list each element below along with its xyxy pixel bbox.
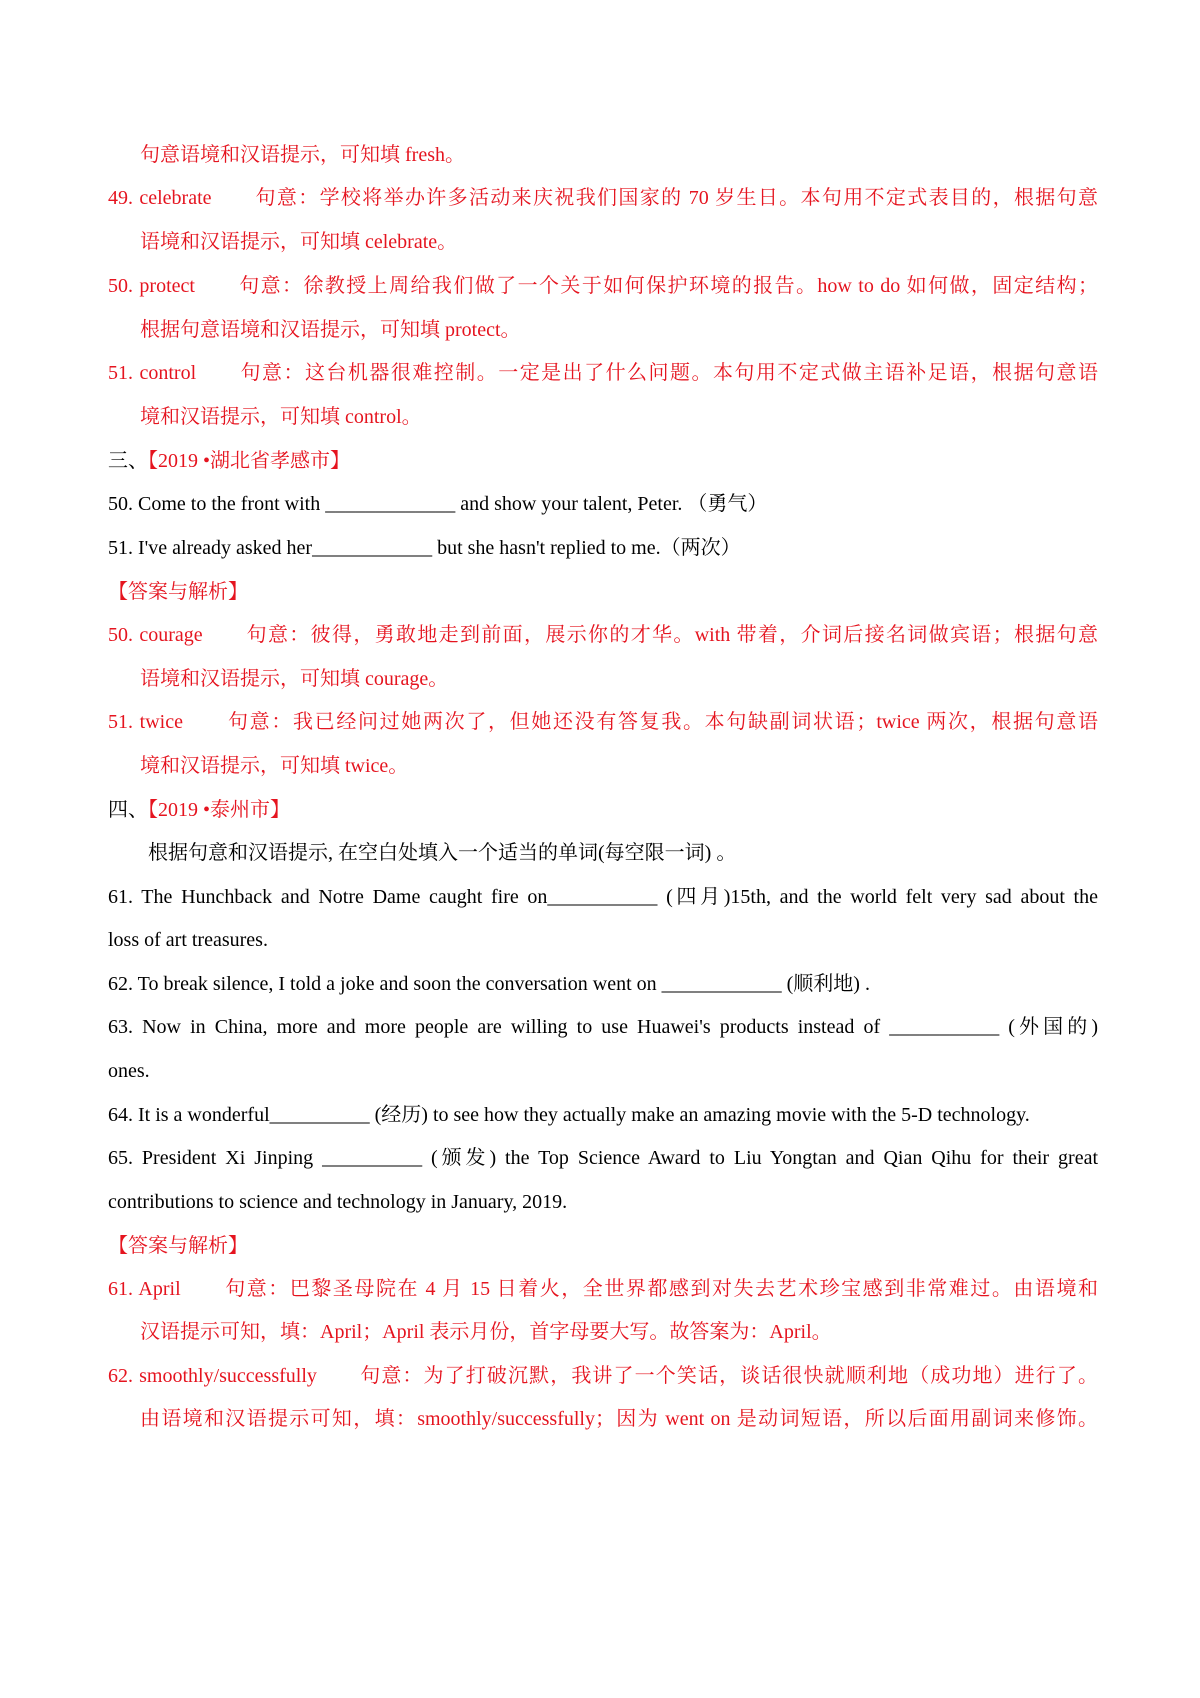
text-line: 49. celebrate 句意：学校将举办许多活动来庆祝我们国家的 70 岁生日。本句用不定式表目的，根据句意 (108, 187, 1098, 209)
text-line: 语境和汉语提示，可知填 celebrate。 (140, 231, 458, 253)
section-number: 四、 (108, 799, 148, 821)
text-line: 64. It is a wonderful__________ (经历) to see how they actually make an amazing movie with the 5-D technology. (108, 1104, 1030, 1126)
text-line: 51. twice 句意：我已经问过她两次了，但她还没有答复我。本句缺副词状语；twice 两次，根据句意语 (108, 711, 1098, 733)
text-line: 61. April 句意：巴黎圣母院在 4 月 15 日着火，全世界都感到对失去艺术珍宝感到非常难过。由语境和 (108, 1278, 1098, 1300)
text-line: loss of art treasures. (108, 929, 268, 951)
section-source: 【2019 •泰州市】 (148, 799, 291, 821)
text-line: 65. President Xi Jinping __________ (颁发) the Top Science Award to Liu Yongtan and Qian Qihu for their great (108, 1147, 1098, 1169)
text-line: 汉语提示可知，填：April；April 表示月份，首字母要大写。故答案为：April。 (140, 1321, 832, 1343)
text-line: 62. To break silence, I told a joke and soon the conversation went on ____________ (顺利地) . (108, 973, 870, 995)
text-line: 61. The Hunchback and Notre Dame caught fire on___________ (四月)15th, and the world felt very sad about the (108, 886, 1098, 908)
text-line: 【答案与解析】 (108, 581, 248, 603)
text-line: 境和汉语提示，可知填 control。 (140, 406, 422, 428)
text-line: 51. control 句意：这台机器很难控制。一定是出了什么问题。本句用不定式做主语补足语，根据句意语 (108, 362, 1098, 384)
text-line: contributions to science and technology in January, 2019. (108, 1191, 568, 1213)
text-line: 境和汉语提示，可知填 twice。 (140, 755, 409, 777)
text-line (108, 446, 1098, 476)
section-source: 【2019 •湖北省孝感市】 (148, 450, 351, 472)
text-line: 由语境和汉语提示可知，填：smoothly/successfully；因为 went on 是动词短语，所以后面用副词来修饰。 (140, 1408, 1098, 1430)
text-line: 根据句意语境和汉语提示，可知填 protect。 (140, 319, 521, 341)
text-line: 语境和汉语提示，可知填 courage。 (140, 668, 449, 690)
text-line: 句意语境和汉语提示，可知填 fresh。 (140, 144, 465, 166)
text-line (108, 795, 1098, 825)
text-line: 50. protect 句意：徐教授上周给我们做了一个关于如何保护环境的报告。how to do 如何做，固定结构； (108, 275, 1098, 297)
text-line: 63. Now in China, more and more people are willing to use Huawei's products instead of ___________ (外国的) (108, 1016, 1098, 1038)
text-line: 62. smoothly/successfully 句意：为了打破沉默，我讲了一个笑话，谈话很快就顺利地（成功地）进行了。 (108, 1365, 1098, 1387)
text-line: 50. courage 句意：彼得，勇敢地走到前面，展示你的才华。with 带着，介词后接名词做宾语；根据句意 (108, 624, 1098, 646)
section-number: 三、 (108, 450, 148, 472)
text-line: 51. I've already asked her____________ but she hasn't replied to me.（两次） (108, 537, 741, 559)
text-line: ones. (108, 1060, 150, 1082)
text-line: 根据句意和汉语提示, 在空白处填入一个适当的单词(每空限一词) 。 (148, 842, 737, 864)
text-line: 【答案与解析】 (108, 1235, 248, 1257)
text-line: 50. Come to the front with _____________ and show your talent, Peter. （勇气） (108, 493, 768, 515)
